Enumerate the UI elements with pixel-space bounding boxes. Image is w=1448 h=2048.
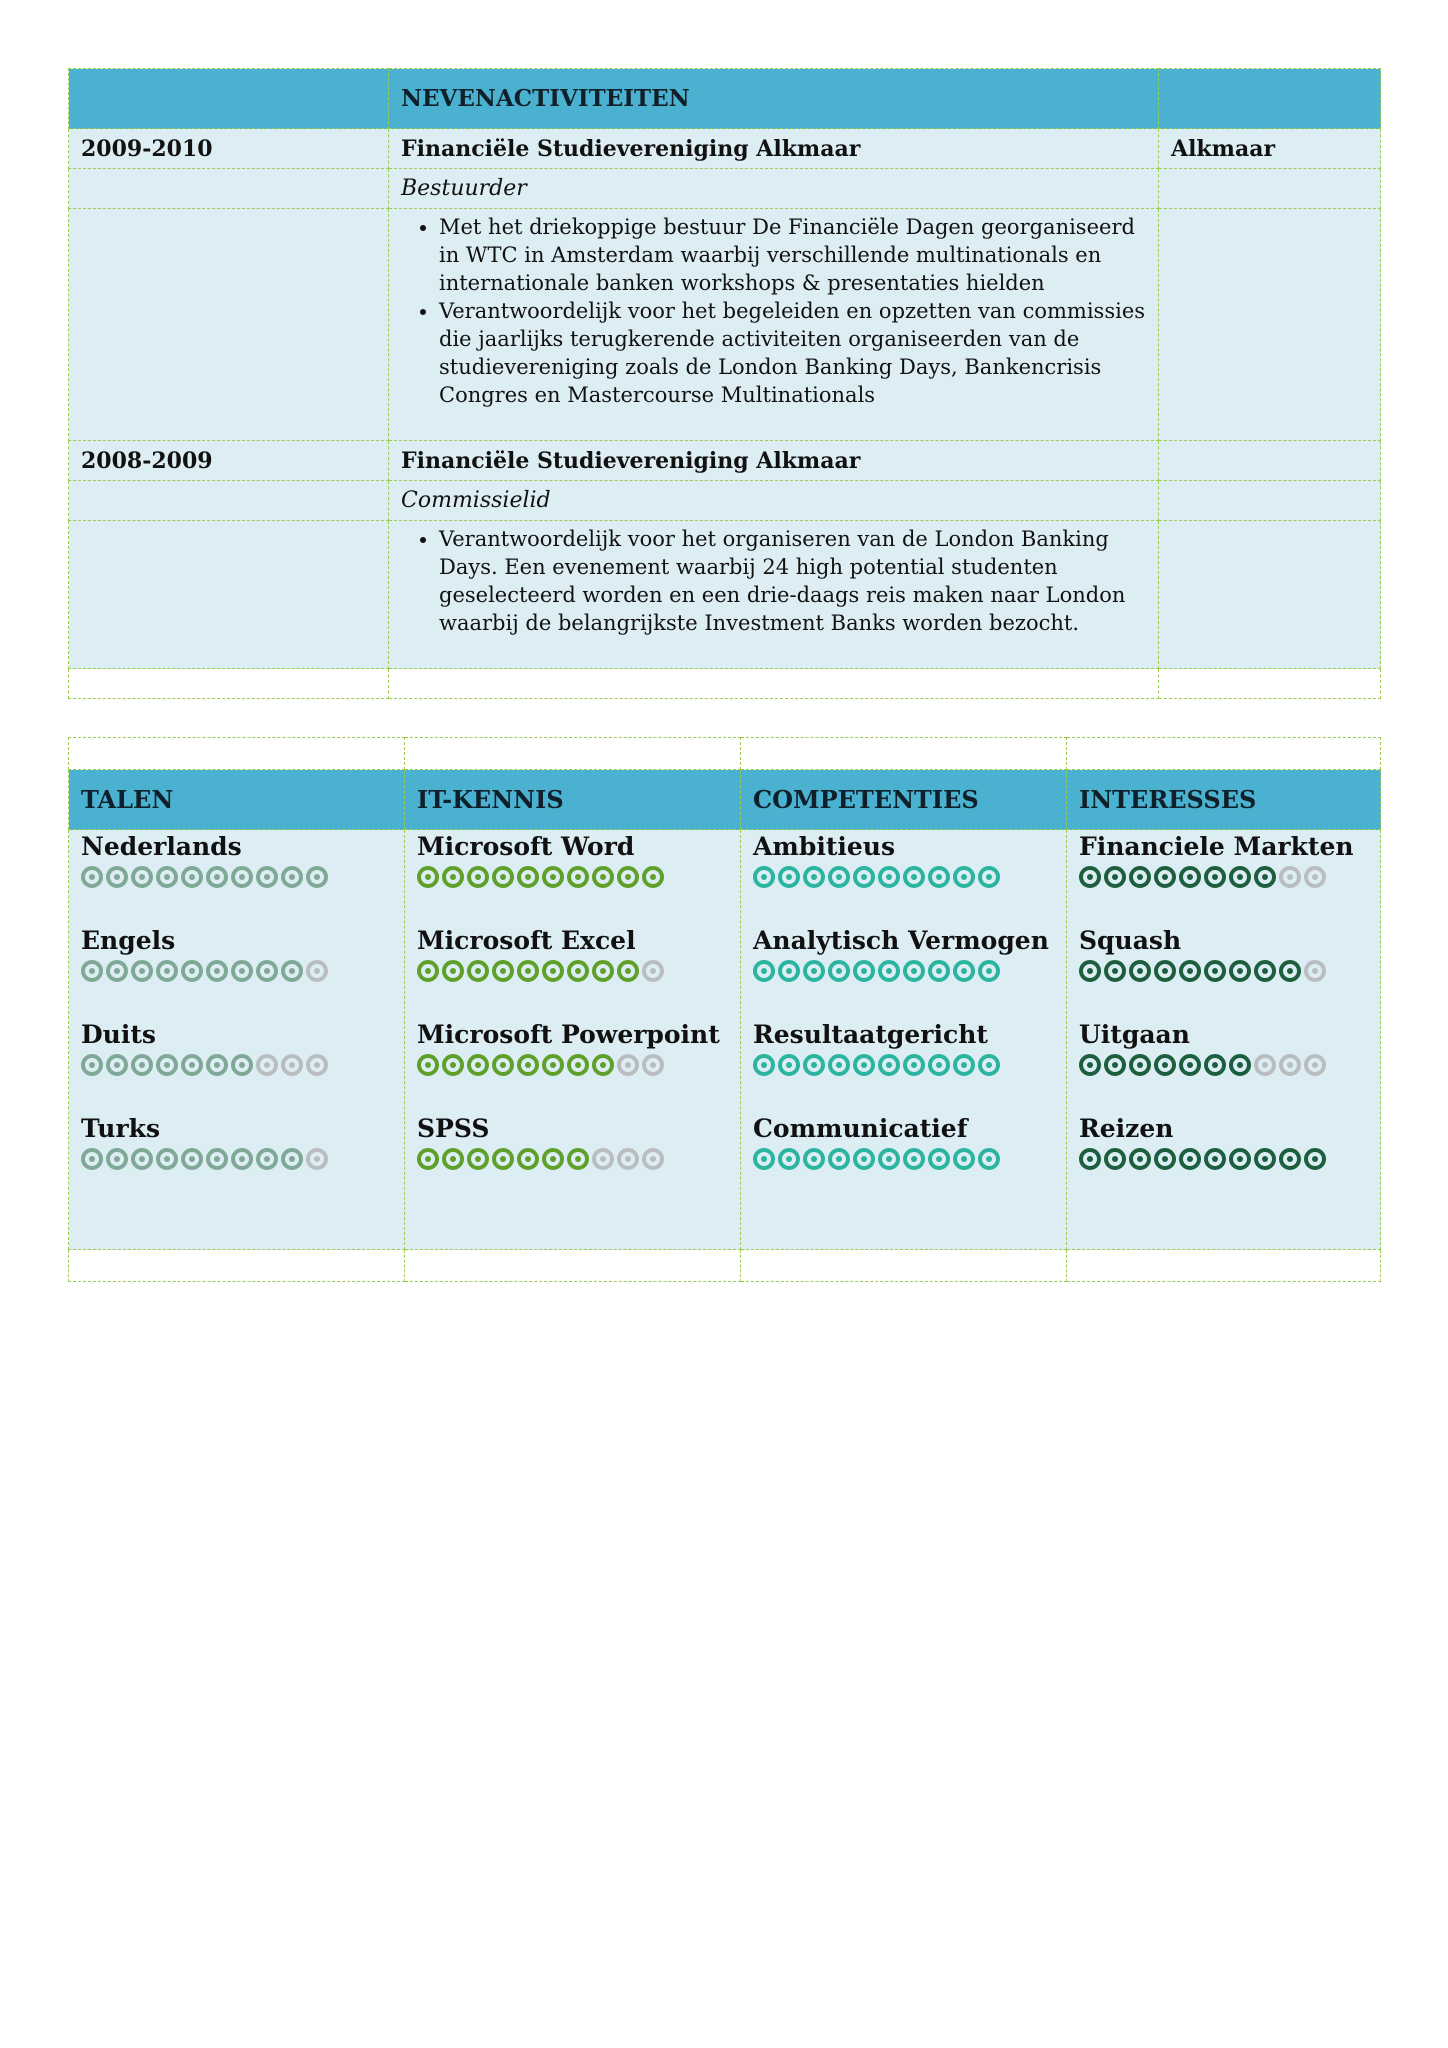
rating-dot-filled-icon [81,1148,103,1170]
skills-column-interesses [1067,830,1381,1250]
rating-dot-filled-icon [903,866,925,888]
rating-dot-filled-icon [1204,960,1226,982]
rating-dot-filled-icon [1204,866,1226,888]
rating-dot-filled-icon [828,960,850,982]
skills-column-it-kennis [405,830,741,1250]
skill-name: Reizen [1079,1114,1174,1143]
rating-dot-filled-icon [1079,960,1101,982]
skill-rating [1079,1148,1368,1170]
rating-dot-filled-icon [517,1054,539,1076]
rating-dot-filled-icon [1129,960,1151,982]
rating-dot-filled-icon [1279,960,1301,982]
rating-dot-filled-icon [417,866,439,888]
rating-dot-filled-icon [567,960,589,982]
rating-dot-filled-icon [156,1054,178,1076]
rating-dot-filled-icon [592,960,614,982]
rating-dot-filled-icon [106,960,128,982]
rating-dot-filled-icon [928,1054,950,1076]
rating-dot-empty-icon [1304,866,1326,888]
list-item: • Met het driekoppige bestuur De Financiële Dagen georganiseerd in WTC in Amsterdam waarbij verschillende multinationals en internationale banken workshops & presentaties hielden [439,213,1146,297]
rating-dot-filled-icon [1104,866,1126,888]
rating-dot-filled-icon [1179,866,1201,888]
rating-dot-empty-icon [306,1148,328,1170]
skill-name: SPSS [417,1114,490,1143]
skill-rating [81,866,392,888]
rating-dot-filled-icon [1129,1148,1151,1170]
rating-dot-filled-icon [978,866,1000,888]
entry-1-title-row [69,129,1381,169]
rating-dot-filled-icon [828,866,850,888]
rating-dot-filled-icon [256,960,278,982]
rating-dot-filled-icon [131,1054,153,1076]
rating-dot-filled-icon [853,960,875,982]
skill-item [81,830,392,924]
rating-dot-filled-icon [853,1148,875,1170]
cv-page [68,68,1380,1282]
list-item: • Verantwoordelijk voor het begeleiden en opzetten van commissies die jaarlijks terugkerende activiteiten organiseerden van de studievereniging zoals de London Banking Days, Bankencrisis Congres en Mastercourse Multinationals [439,297,1146,409]
rating-dot-filled-icon [517,866,539,888]
skill-rating [417,1148,728,1170]
rating-dot-filled-icon [617,960,639,982]
rating-dot-filled-icon [803,1054,825,1076]
rating-dot-filled-icon [828,1054,850,1076]
entry-place [1159,441,1381,481]
skill-item [753,924,1054,1018]
rating-dot-filled-icon [1279,1148,1301,1170]
rating-dot-filled-icon [1129,1054,1151,1076]
rating-dot-filled-icon [517,1148,539,1170]
entry-place: Alkmaar [1159,129,1381,169]
entry-2-role-row [69,481,1381,521]
skill-name: Uitgaan [1079,1020,1190,1049]
rating-dot-filled-icon [1204,1054,1226,1076]
rating-dot-empty-icon [256,1054,278,1076]
entry-role: Commissielid [389,481,1159,521]
empty-row [69,669,1381,699]
rating-dot-filled-icon [517,960,539,982]
rating-dot-filled-icon [1129,866,1151,888]
rating-dot-filled-icon [492,1054,514,1076]
rating-dot-filled-icon [778,866,800,888]
skill-rating [753,960,1054,982]
skill-item [417,830,728,924]
rating-dot-filled-icon [156,1148,178,1170]
rating-dot-filled-icon [1179,1054,1201,1076]
rating-dot-filled-icon [978,960,1000,982]
rating-dot-filled-icon [156,866,178,888]
skills-column-talen [69,830,405,1250]
rating-dot-filled-icon [928,1148,950,1170]
skill-item [417,1018,728,1112]
rating-dot-filled-icon [181,960,203,982]
rating-dot-filled-icon [1254,1148,1276,1170]
rating-dot-filled-icon [542,1148,564,1170]
rating-dot-filled-icon [417,1148,439,1170]
rating-dot-empty-icon [1304,1054,1326,1076]
rating-dot-filled-icon [1229,1148,1251,1170]
rating-dot-filled-icon [81,1054,103,1076]
skill-rating [753,866,1054,888]
rating-dot-filled-icon [156,960,178,982]
skill-rating [417,960,728,982]
skill-name: Communicatief [753,1114,968,1143]
skill-rating [1079,866,1368,888]
rating-dot-filled-icon [542,1054,564,1076]
skill-name: Duits [81,1020,156,1049]
rating-dot-filled-icon [417,960,439,982]
rating-dot-filled-icon [617,866,639,888]
rating-dot-empty-icon [1279,1054,1301,1076]
rating-dot-filled-icon [1204,1148,1226,1170]
section-title: NEVENACTIVITEITEN [389,69,1159,129]
rating-dot-empty-icon [306,960,328,982]
skills-table [68,737,1381,1282]
skill-item [417,924,728,1018]
column-header-talen: TALEN [69,770,405,830]
rating-dot-filled-icon [1104,1054,1126,1076]
rating-dot-filled-icon [1254,960,1276,982]
rating-dot-filled-icon [206,1148,228,1170]
rating-dot-filled-icon [803,1148,825,1170]
rating-dot-filled-icon [1154,1148,1176,1170]
rating-dot-filled-icon [1079,866,1101,888]
rating-dot-filled-icon [567,866,589,888]
skills-column-competenties [741,830,1067,1250]
entry-bullet-list [401,213,1146,409]
skill-item [417,1112,728,1206]
rating-dot-filled-icon [131,960,153,982]
column-header-it-kennis: IT-KENNIS [405,770,741,830]
rating-dot-filled-icon [567,1148,589,1170]
empty-row [69,738,1381,770]
rating-dot-filled-icon [281,866,303,888]
rating-dot-filled-icon [1304,1148,1326,1170]
skill-rating [81,960,392,982]
skill-rating [417,866,728,888]
rating-dot-filled-icon [281,1148,303,1170]
entry-role: Bestuurder [389,169,1159,209]
rating-dot-filled-icon [206,960,228,982]
rating-dot-filled-icon [1229,1054,1251,1076]
skill-rating [417,1054,728,1076]
skill-name: Microsoft Excel [417,926,636,955]
rating-dot-filled-icon [231,866,253,888]
rating-dot-filled-icon [542,960,564,982]
rating-dot-filled-icon [81,866,103,888]
skill-item [1079,1112,1368,1206]
rating-dot-filled-icon [442,866,464,888]
rating-dot-filled-icon [1179,1148,1201,1170]
rating-dot-filled-icon [928,960,950,982]
rating-dot-filled-icon [181,866,203,888]
rating-dot-filled-icon [1104,960,1126,982]
rating-dot-empty-icon [1254,1054,1276,1076]
rating-dot-filled-icon [231,960,253,982]
skill-item [81,1018,392,1112]
rating-dot-filled-icon [903,1148,925,1170]
rating-dot-filled-icon [978,1054,1000,1076]
rating-dot-filled-icon [492,960,514,982]
rating-dot-filled-icon [417,1054,439,1076]
rating-dot-filled-icon [256,1148,278,1170]
rating-dot-filled-icon [1079,1148,1101,1170]
rating-dot-filled-icon [1154,960,1176,982]
rating-dot-filled-icon [642,866,664,888]
entry-bullet-list [401,525,1146,637]
rating-dot-filled-icon [1154,1054,1176,1076]
rating-dot-filled-icon [1154,866,1176,888]
nevenactiviteiten-header-row [69,69,1381,129]
rating-dot-filled-icon [467,1054,489,1076]
rating-dot-filled-icon [753,1054,775,1076]
skill-name: Resultaatgericht [753,1020,988,1049]
rating-dot-filled-icon [828,1148,850,1170]
skills-body-row [69,830,1381,1250]
rating-dot-filled-icon [442,1148,464,1170]
rating-dot-filled-icon [803,866,825,888]
entry-2-bullets-row [69,521,1381,669]
skill-name: Microsoft Word [417,832,635,861]
rating-dot-filled-icon [81,960,103,982]
skill-name: Turks [81,1114,161,1143]
rating-dot-filled-icon [928,866,950,888]
skill-rating [753,1148,1054,1170]
rating-dot-filled-icon [542,866,564,888]
entry-organisation: Financiële Studievereniging Alkmaar [389,441,1159,481]
rating-dot-filled-icon [306,866,328,888]
rating-dot-filled-icon [1229,960,1251,982]
list-item: • Verantwoordelijk voor het organiseren van de London Banking Days. Een evenement waarbij 24 high potential studenten geselecteerd worden en een drie-daags reis maken naar London waarbij de belangrijkste Investment Banks worden bezocht. [439,525,1146,637]
skill-rating [1079,960,1368,982]
entry-organisation: Financiële Studievereniging Alkmaar [389,129,1159,169]
rating-dot-empty-icon [617,1054,639,1076]
rating-dot-filled-icon [106,1148,128,1170]
rating-dot-filled-icon [878,960,900,982]
column-header-interesses: INTERESSES [1067,770,1381,830]
skills-header-row [69,770,1381,830]
rating-dot-filled-icon [1079,1054,1101,1076]
rating-dot-filled-icon [778,1054,800,1076]
rating-dot-empty-icon [1304,960,1326,982]
rating-dot-filled-icon [753,1148,775,1170]
rating-dot-filled-icon [953,866,975,888]
rating-dot-filled-icon [753,960,775,982]
rating-dot-filled-icon [953,1054,975,1076]
entry-2-title-row [69,441,1381,481]
rating-dot-filled-icon [953,960,975,982]
rating-dot-filled-icon [803,960,825,982]
rating-dot-filled-icon [592,1054,614,1076]
rating-dot-filled-icon [978,1148,1000,1170]
rating-dot-filled-icon [1254,866,1276,888]
rating-dot-filled-icon [778,960,800,982]
rating-dot-filled-icon [903,1054,925,1076]
rating-dot-filled-icon [853,866,875,888]
rating-dot-filled-icon [106,1054,128,1076]
rating-dot-empty-icon [1279,866,1301,888]
rating-dot-filled-icon [442,960,464,982]
rating-dot-filled-icon [231,1054,253,1076]
skill-item [81,1112,392,1206]
rating-dot-filled-icon [256,866,278,888]
nevenactiviteiten-table [68,68,1381,699]
skill-item [81,924,392,1018]
skill-rating [753,1054,1054,1076]
skill-item [753,830,1054,924]
skill-name: Financiele Markten [1079,832,1354,861]
rating-dot-filled-icon [753,866,775,888]
skill-name: Squash [1079,926,1182,955]
rating-dot-filled-icon [467,1148,489,1170]
rating-dot-filled-icon [181,1054,203,1076]
skill-rating [81,1148,392,1170]
entry-period: 2008-2009 [69,441,389,481]
rating-dot-filled-icon [206,866,228,888]
rating-dot-filled-icon [131,1148,153,1170]
rating-dot-filled-icon [878,866,900,888]
skill-item [1079,924,1368,1018]
rating-dot-filled-icon [878,1054,900,1076]
rating-dot-filled-icon [878,1148,900,1170]
rating-dot-filled-icon [206,1054,228,1076]
rating-dot-empty-icon [642,960,664,982]
rating-dot-empty-icon [281,1054,303,1076]
skill-rating [81,1054,392,1076]
rating-dot-filled-icon [492,1148,514,1170]
rating-dot-filled-icon [903,960,925,982]
rating-dot-filled-icon [592,866,614,888]
skill-name: Engels [81,926,176,955]
rating-dot-empty-icon [592,1148,614,1170]
rating-dot-filled-icon [442,1054,464,1076]
rating-dot-empty-icon [306,1054,328,1076]
rating-dot-filled-icon [1179,960,1201,982]
rating-dot-filled-icon [106,866,128,888]
rating-dot-empty-icon [617,1148,639,1170]
rating-dot-filled-icon [492,866,514,888]
rating-dot-filled-icon [778,1148,800,1170]
skill-item [1079,830,1368,924]
skill-item [1079,1018,1368,1112]
rating-dot-filled-icon [231,1148,253,1170]
skill-name: Ambitieus [753,832,896,861]
skill-item [753,1112,1054,1206]
rating-dot-empty-icon [642,1054,664,1076]
skill-name: Analytisch Vermogen [753,926,1049,955]
rating-dot-empty-icon [642,1148,664,1170]
column-header-competenties: COMPETENTIES [741,770,1067,830]
empty-row [69,1250,1381,1282]
entry-period: 2009-2010 [69,129,389,169]
skill-item [753,1018,1054,1112]
rating-dot-filled-icon [1229,866,1251,888]
rating-dot-filled-icon [181,1148,203,1170]
entry-1-bullets-row [69,209,1381,441]
skill-name: Microsoft Powerpoint [417,1020,720,1049]
rating-dot-filled-icon [467,960,489,982]
rating-dot-filled-icon [467,866,489,888]
rating-dot-filled-icon [853,1054,875,1076]
skill-name: Nederlands [81,832,242,861]
rating-dot-filled-icon [953,1148,975,1170]
rating-dot-filled-icon [1104,1148,1126,1170]
skill-rating [1079,1054,1368,1076]
rating-dot-filled-icon [567,1054,589,1076]
rating-dot-filled-icon [131,866,153,888]
entry-1-role-row [69,169,1381,209]
rating-dot-filled-icon [281,960,303,982]
